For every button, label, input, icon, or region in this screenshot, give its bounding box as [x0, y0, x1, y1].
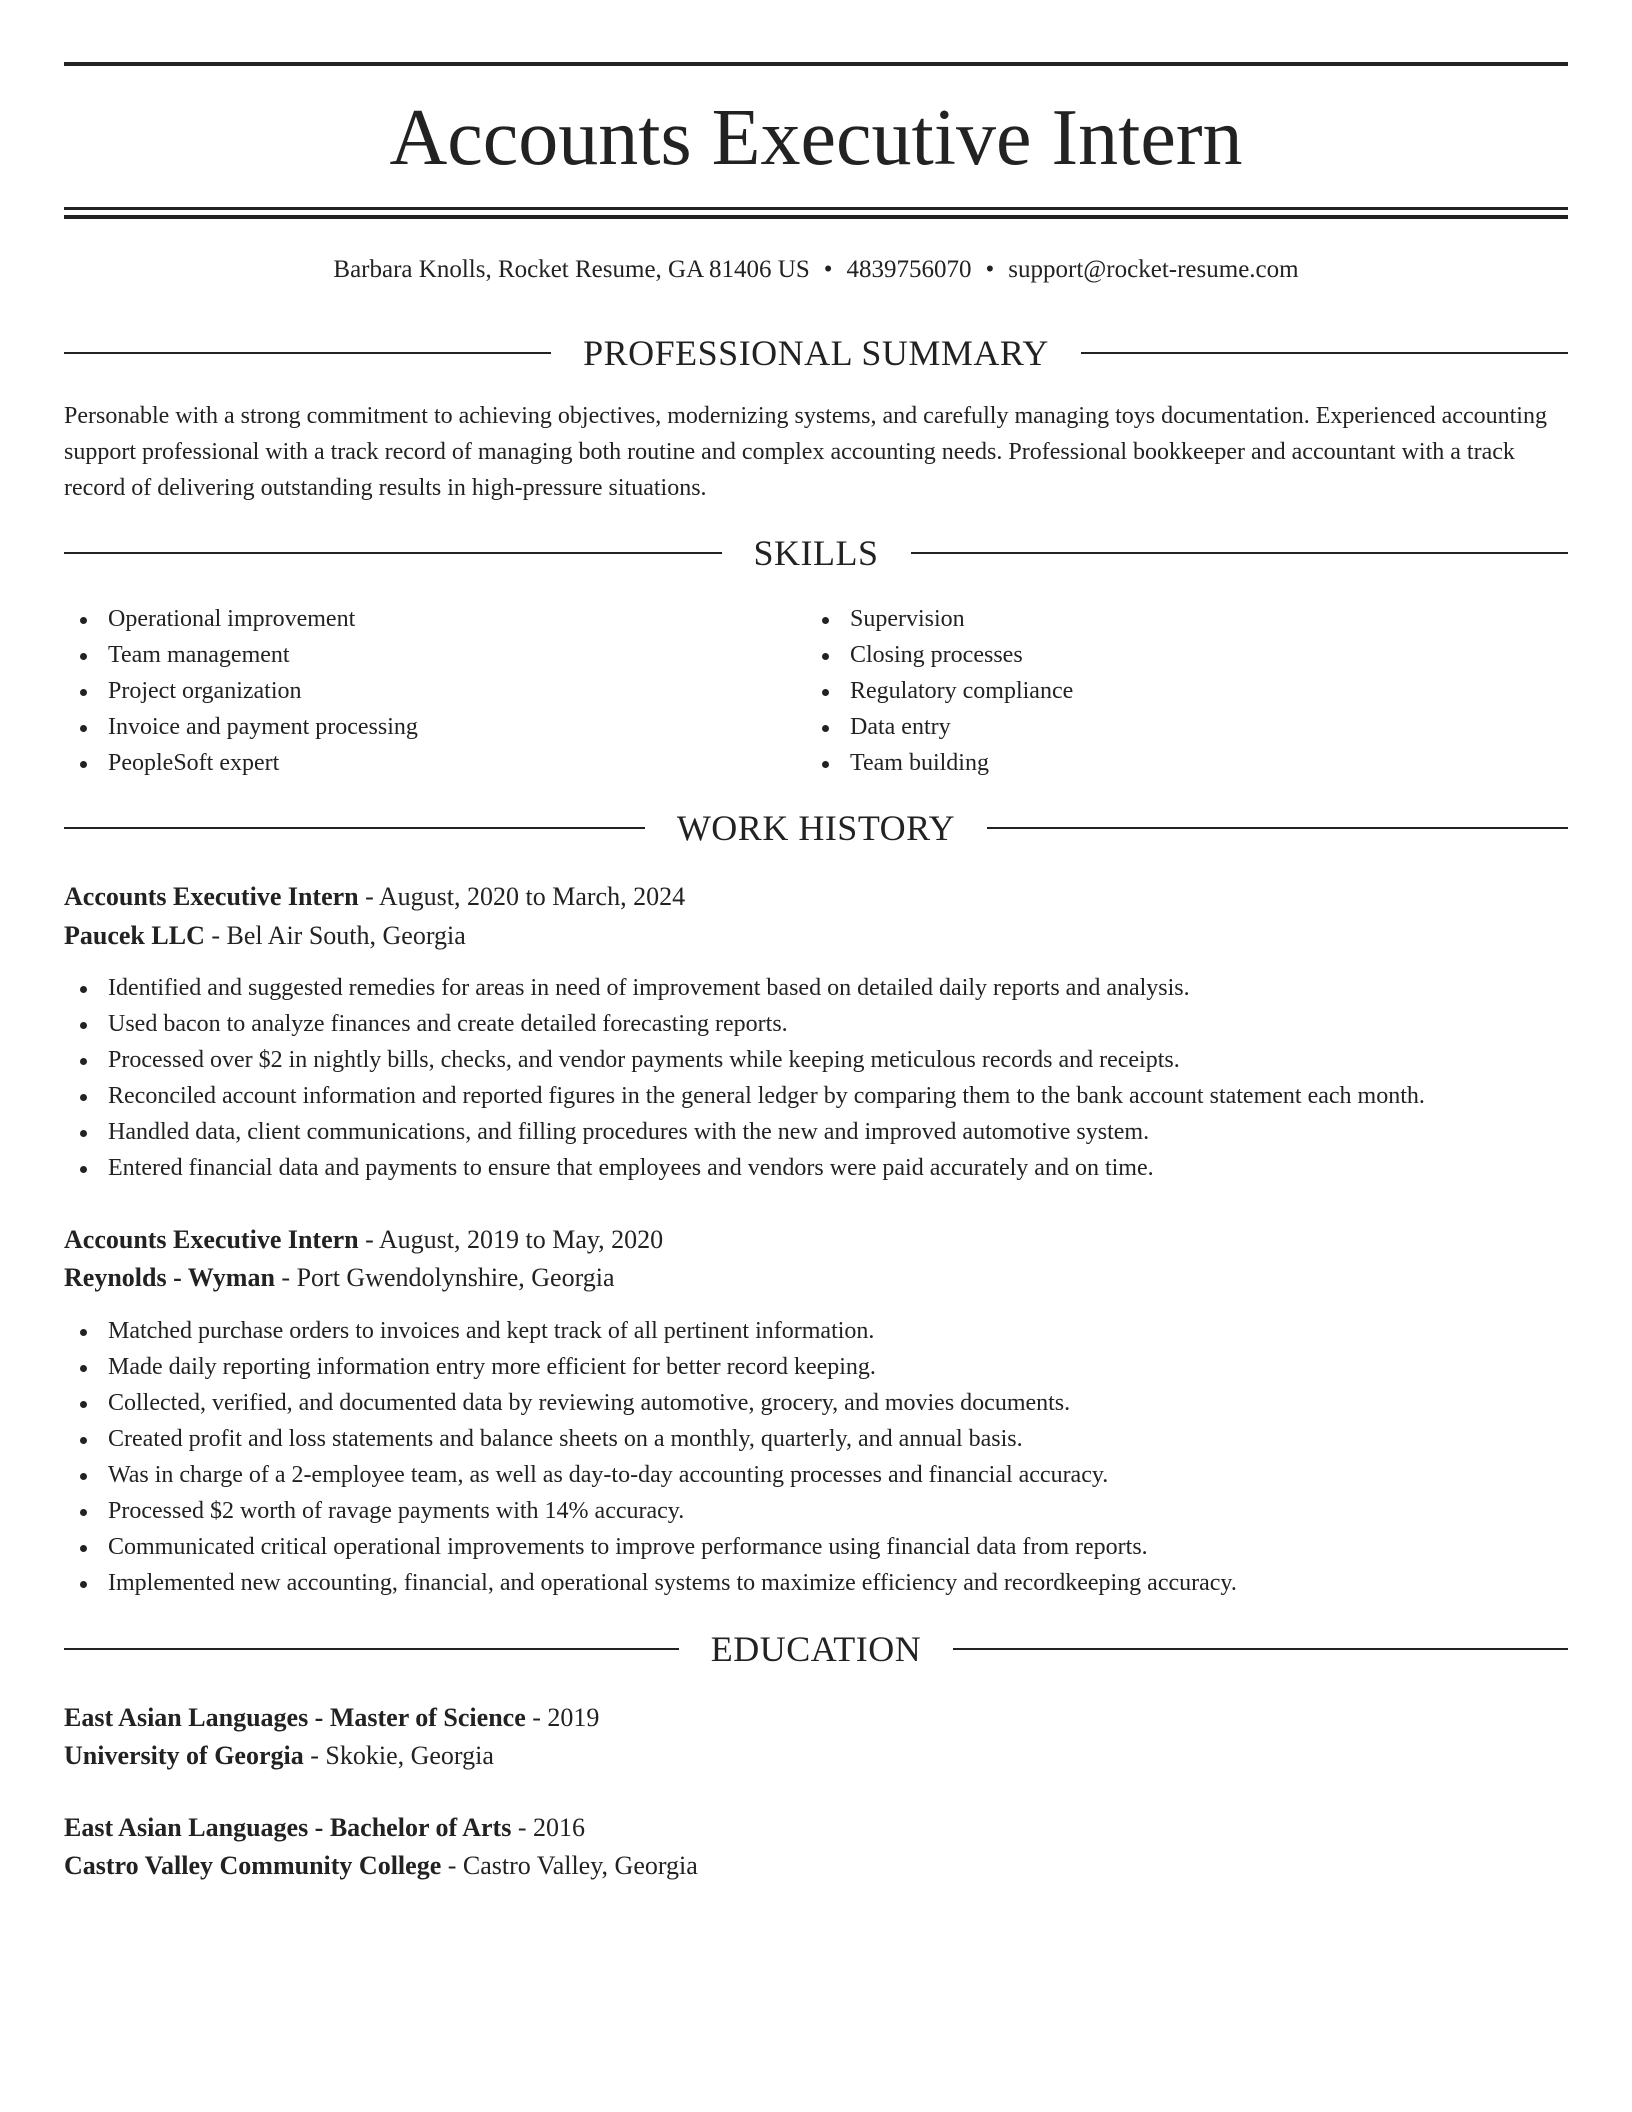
heading-rule-left [64, 827, 645, 829]
job-bullet: Identified and suggested remedies for areas in need of improvement based on detailed daily reports and analysis. [64, 970, 1568, 1006]
job-bullet: Used bacon to analyze finances and create detailed forecasting reports. [64, 1006, 1568, 1042]
education-degree-line [64, 1809, 1568, 1847]
heading-rule-right [987, 827, 1568, 829]
job-location: - Bel Air South, Georgia [204, 921, 466, 950]
skill-item: Data entry [806, 709, 1506, 745]
title-rule-lower [64, 215, 1568, 219]
education-year: - 2019 [525, 1703, 600, 1732]
education-degree: East Asian Languages - Master of Science [64, 1703, 526, 1732]
summary-section-heading [64, 331, 1568, 375]
skill-item: Operational improvement [64, 601, 764, 637]
summary-text: Personable with a strong commitment to achieving objectives, modernizing systems, and carefully managing toys documentation. Experienced accounting support professional with a track record of managing both routine and complex accounting needs. Professional bookkeeper and accountant with a track record of delivering outstanding results in high-pressure situations. [64, 403, 1547, 501]
job-bullet: Processed $2 worth of ravage payments with 14% accuracy. [64, 1493, 1568, 1529]
job-company-line [64, 917, 1568, 955]
contact-separator: • [823, 256, 833, 283]
job-bullet: Processed over $2 in nightly bills, checks, and vendor payments while keeping meticulous records and receipts. [64, 1042, 1568, 1078]
section-title: EDUCATION [710, 1629, 922, 1669]
education-year: - 2016 [511, 1813, 586, 1842]
skills-list-right [806, 601, 1506, 781]
job-title-line [64, 1221, 1568, 1259]
skill-item: Supervision [806, 601, 1506, 637]
skills-section-heading [64, 531, 1568, 575]
title-rule-upper [64, 207, 1568, 210]
heading-rule-right [911, 552, 1569, 554]
job-bullet: Implemented new accounting, financial, and operational systems to maximize efficiency and recordkeeping accuracy. [64, 1565, 1568, 1601]
section-title: WORK HISTORY [676, 808, 956, 848]
job-bullet: Communicated critical operational improvements to improve performance using financial data from reports. [64, 1529, 1568, 1565]
education-school: Castro Valley Community College [64, 1851, 442, 1880]
education-location: - Skokie, Georgia [303, 1741, 494, 1770]
work-section-heading [64, 806, 1568, 850]
job-dates: - August, 2019 to May, 2020 [358, 1225, 664, 1254]
skill-item: Regulatory compliance [806, 673, 1506, 709]
skill-item: Project organization [64, 673, 764, 709]
job-dates: - August, 2020 to March, 2024 [358, 882, 686, 911]
section-title: PROFESSIONAL SUMMARY [583, 333, 1049, 373]
heading-rule-left [64, 1648, 679, 1650]
heading-rule-right [953, 1648, 1568, 1650]
resume-title: Accounts Executive Intern [389, 94, 1243, 182]
skill-item: Invoice and payment processing [64, 709, 764, 745]
job-bullet: Handled data, client communications, and filling procedures with the new and improved automotive system. [64, 1114, 1568, 1150]
education-section-heading [64, 1627, 1568, 1671]
education-school: University of Georgia [64, 1741, 304, 1770]
job-bullet: Made daily reporting information entry more efficient for better record keeping. [64, 1349, 1568, 1385]
job-bullet: Created profit and loss statements and balance sheets on a monthly, quarterly, and annual basis. [64, 1421, 1568, 1457]
skill-item: Team management [64, 637, 764, 673]
education-school-line [64, 1737, 1568, 1775]
job-title-line [64, 878, 1568, 916]
job-location: - Port Gwendolynshire, Georgia [274, 1263, 615, 1292]
skills-list-left [64, 601, 764, 781]
skill-item: PeopleSoft expert [64, 745, 764, 781]
education-degree-line [64, 1699, 1568, 1737]
job-title: Accounts Executive Intern [64, 1225, 359, 1254]
job-bullet: Matched purchase orders to invoices and kept track of all pertinent information. [64, 1313, 1568, 1349]
education-school-line [64, 1847, 1568, 1885]
job-bullet: Entered financial data and payments to ensure that employees and vendors were paid accurately and on time. [64, 1150, 1568, 1186]
heading-rule-left [64, 352, 551, 354]
contact-line [64, 252, 1568, 288]
job-title: Accounts Executive Intern [64, 882, 359, 911]
skill-item: Team building [806, 745, 1506, 781]
contact-phone: 4839756070 [846, 256, 972, 283]
job-bullet: Was in charge of a 2-employee team, as well as day-to-day accounting processes and financial accuracy. [64, 1457, 1568, 1493]
job-bullets [64, 970, 1568, 1186]
job-bullets [64, 1313, 1568, 1601]
section-title: SKILLS [753, 533, 879, 573]
job-bullet: Reconciled account information and reported figures in the general ledger by comparing them to the bank account statement each month. [64, 1078, 1568, 1114]
contact-separator: • [985, 256, 995, 283]
heading-rule-left [64, 552, 722, 554]
education-location: - Castro Valley, Georgia [441, 1851, 698, 1880]
heading-rule-right [1081, 352, 1568, 354]
job-company-line [64, 1259, 1568, 1297]
top-rule [64, 62, 1568, 66]
job-bullet: Collected, verified, and documented data by reviewing automotive, grocery, and movies documents. [64, 1385, 1568, 1421]
education-degree: East Asian Languages - Bachelor of Arts [64, 1813, 512, 1842]
job-company: Paucek LLC [64, 921, 205, 950]
contact-email[interactable]: support@rocket-resume.com [1008, 256, 1299, 283]
contact-address: Barbara Knolls, Rocket Resume, GA 81406 US [333, 256, 810, 283]
job-company: Reynolds - Wyman [64, 1263, 275, 1292]
skill-item: Closing processes [806, 637, 1506, 673]
